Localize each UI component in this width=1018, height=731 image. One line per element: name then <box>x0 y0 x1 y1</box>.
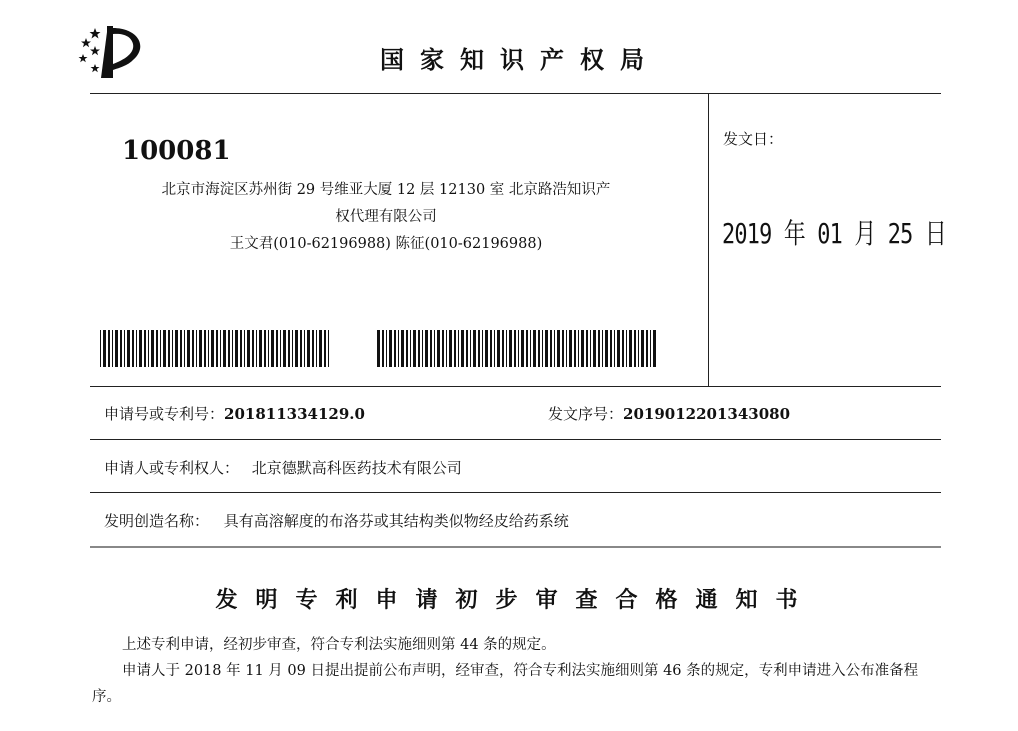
row-divider <box>90 492 941 493</box>
barcode-bar <box>120 330 122 367</box>
barcode-bar <box>199 330 202 367</box>
barcode-bar <box>533 330 536 367</box>
notice-title: 发明专利申请初步审查合格通知书 <box>215 588 816 613</box>
barcode-bar <box>490 330 492 367</box>
barcode-bar <box>139 330 142 367</box>
barcode-bar <box>574 330 576 367</box>
barcode-bar <box>196 330 197 367</box>
barcode-bar <box>240 330 242 367</box>
barcode-bar <box>247 330 250 367</box>
agent-contacts: 王文君(010-62196988) 陈征(010-62196988) <box>229 236 543 252</box>
application-number-row <box>104 403 365 424</box>
barcode-bar <box>446 330 447 367</box>
barcode-bar <box>626 330 627 367</box>
barcode-bar <box>235 330 238 367</box>
barcode-bar <box>401 330 404 367</box>
application-number-label: 申请号或专利号： <box>104 405 225 423</box>
barcode-bar <box>550 330 552 367</box>
header-divider <box>90 93 941 94</box>
barcode-bar <box>466 330 468 367</box>
barcode-bar <box>307 330 310 367</box>
barcode-bar <box>382 330 384 367</box>
application-number: 201811334129.0 <box>224 405 365 423</box>
barcode-bar <box>562 330 564 367</box>
barcode-bar <box>590 330 591 367</box>
barcode-bar <box>461 330 464 367</box>
barcode-bar <box>646 330 648 367</box>
notice-paragraph: 上述专利申请，经初步审查，符合专利法实施细则第 44 条的规定。 <box>122 637 556 653</box>
barcode-bar <box>557 330 560 367</box>
barcode-bar <box>545 330 548 367</box>
barcode-bar <box>482 330 483 367</box>
notice-paragraph: 申请人于 2018 年 11 月 09 日提出提前公布声明，经审查，符合专利法实施细则第 46 条的规定，专利申请进入公布准备程序。 <box>92 663 919 705</box>
barcode-bar <box>172 330 173 367</box>
office-name: 国家知识产权局 <box>380 46 660 74</box>
barcode-bar <box>288 330 290 367</box>
barcode-bar <box>259 330 262 367</box>
serial-number-row <box>548 403 790 424</box>
star-icon <box>90 46 100 55</box>
barcode-bar <box>292 330 293 367</box>
barcode-bar <box>494 330 495 367</box>
barcode-bar <box>244 330 245 367</box>
barcode-bar <box>514 330 516 367</box>
barcode-bar <box>184 330 185 367</box>
barcode-bar <box>634 330 636 367</box>
cnipa-logo <box>75 22 155 82</box>
issue-date: 2019 年 01 月 25 日 <box>722 217 946 250</box>
vertical-divider <box>708 94 709 386</box>
postcode: 100081 <box>122 136 231 166</box>
barcode-bar <box>168 330 170 367</box>
barcode-bar <box>228 330 230 367</box>
barcode-bar <box>617 330 620 367</box>
star-icon <box>91 64 100 72</box>
serial-number: 2019012201343080 <box>623 405 791 423</box>
barcode-bar <box>530 330 531 367</box>
address-line: 权代理有限公司 <box>335 209 437 225</box>
barcode-bar <box>112 330 113 367</box>
barcode-bar <box>127 330 130 367</box>
barcode-bar <box>413 330 416 367</box>
barcode-bar <box>324 330 326 367</box>
applicant-row <box>104 457 462 478</box>
barcode-bar <box>422 330 423 367</box>
row-divider <box>90 546 941 548</box>
barcode-bar <box>268 330 269 367</box>
barcode-bar <box>124 330 125 367</box>
barcode-bar <box>148 330 149 367</box>
applicant-name: 北京德默高科医药技术有限公司 <box>251 459 462 477</box>
barcode-bar <box>485 330 488 367</box>
barcode-bar <box>602 330 603 367</box>
star-icon <box>81 38 91 47</box>
barcode-bar <box>406 330 408 367</box>
barcode-bar <box>430 330 432 367</box>
barcode-bar <box>312 330 314 367</box>
barcode-bar <box>280 330 281 367</box>
barcode-bar <box>518 330 519 367</box>
barcode-bar <box>256 330 257 367</box>
barcode-bar <box>434 330 435 367</box>
barcode-bar <box>394 330 396 367</box>
barcode-bar <box>538 330 540 367</box>
barcode-bar <box>653 330 656 367</box>
barcode-bar <box>473 330 476 367</box>
barcode-bar <box>160 330 161 367</box>
barcode-bar <box>614 330 615 367</box>
barcode-bar <box>502 330 504 367</box>
invention-title: 具有高溶解度的布洛芬或其结构类似物经皮给药系统 <box>223 512 569 530</box>
barcode-bar <box>638 330 639 367</box>
invention-row <box>104 510 569 531</box>
barcode-bar <box>136 330 137 367</box>
barcode-bar <box>264 330 266 367</box>
issue-date-label: 发文日： <box>723 130 784 148</box>
barcode-bar <box>108 330 110 367</box>
barcode-bar <box>192 330 194 367</box>
barcode-bar <box>132 330 134 367</box>
barcode-bar <box>300 330 302 367</box>
barcode-bar <box>605 330 608 367</box>
barcode-bar <box>650 330 651 367</box>
barcode-bar <box>156 330 158 367</box>
barcode-bar <box>497 330 500 367</box>
barcode-bar <box>220 330 221 367</box>
barcode-bar <box>418 330 420 367</box>
address-line: 北京市海淀区苏州街 29 号维亚大厦 12 层 12130 室 北京路浩知识产 <box>161 182 611 198</box>
barcode-bar <box>319 330 322 367</box>
barcode-bar <box>569 330 572 367</box>
barcode-bar <box>526 330 528 367</box>
barcode-bar <box>276 330 278 367</box>
star-icon <box>90 28 101 39</box>
barcode-bar <box>283 330 286 367</box>
barcode-bar <box>328 330 329 367</box>
row-divider <box>90 439 941 440</box>
barcode-bar <box>151 330 154 367</box>
barcode-bar <box>204 330 206 367</box>
barcode-bar <box>581 330 584 367</box>
barcode-bar <box>509 330 512 367</box>
barcode-bar <box>566 330 567 367</box>
barcode-bar <box>437 330 440 367</box>
barcode-bar <box>187 330 190 367</box>
barcode-bar <box>377 330 380 367</box>
barcode-bar <box>386 330 387 367</box>
row-divider <box>90 386 941 387</box>
barcode-bar <box>629 330 632 367</box>
barcode-bar <box>211 330 214 367</box>
barcode-bar <box>478 330 480 367</box>
barcode-bar <box>554 330 555 367</box>
barcode-bar <box>593 330 596 367</box>
barcode-bar <box>216 330 218 367</box>
star-icon <box>79 54 88 62</box>
barcode-bar <box>208 330 209 367</box>
barcode-bar <box>449 330 452 367</box>
barcode-bar <box>252 330 254 367</box>
barcode-bar <box>586 330 588 367</box>
barcode <box>377 330 658 367</box>
applicant-label: 申请人或专利权人： <box>104 459 240 477</box>
barcode-bar <box>144 330 146 367</box>
barcode-bar <box>103 330 106 367</box>
barcode-bar <box>271 330 274 367</box>
serial-number-label: 发文序号： <box>548 405 624 423</box>
barcode-bar <box>542 330 543 367</box>
barcode-bar <box>506 330 507 367</box>
barcode-bar <box>458 330 459 367</box>
barcode-bar <box>100 330 101 367</box>
barcode-bar <box>175 330 178 367</box>
barcode-bar <box>442 330 444 367</box>
barcode-bar <box>304 330 305 367</box>
barcode-bar <box>610 330 612 367</box>
barcode-bar <box>470 330 471 367</box>
invention-label: 发明创造名称： <box>104 512 210 530</box>
barcode-bar <box>163 330 166 367</box>
barcode-bar <box>598 330 600 367</box>
barcode-bar <box>521 330 524 367</box>
barcode-bar <box>115 330 118 367</box>
barcode-bar <box>232 330 233 367</box>
barcode-bar <box>389 330 392 367</box>
barcode <box>100 330 331 367</box>
barcode-bar <box>316 330 317 367</box>
barcode-bar <box>622 330 624 367</box>
barcode-bar <box>295 330 298 367</box>
barcode-bar <box>641 330 644 367</box>
barcode-bar <box>180 330 182 367</box>
barcode-bar <box>454 330 456 367</box>
barcode-bar <box>223 330 226 367</box>
barcode-bar <box>398 330 399 367</box>
barcode-bar <box>425 330 428 367</box>
barcode-bar <box>410 330 411 367</box>
barcode-bar <box>578 330 579 367</box>
